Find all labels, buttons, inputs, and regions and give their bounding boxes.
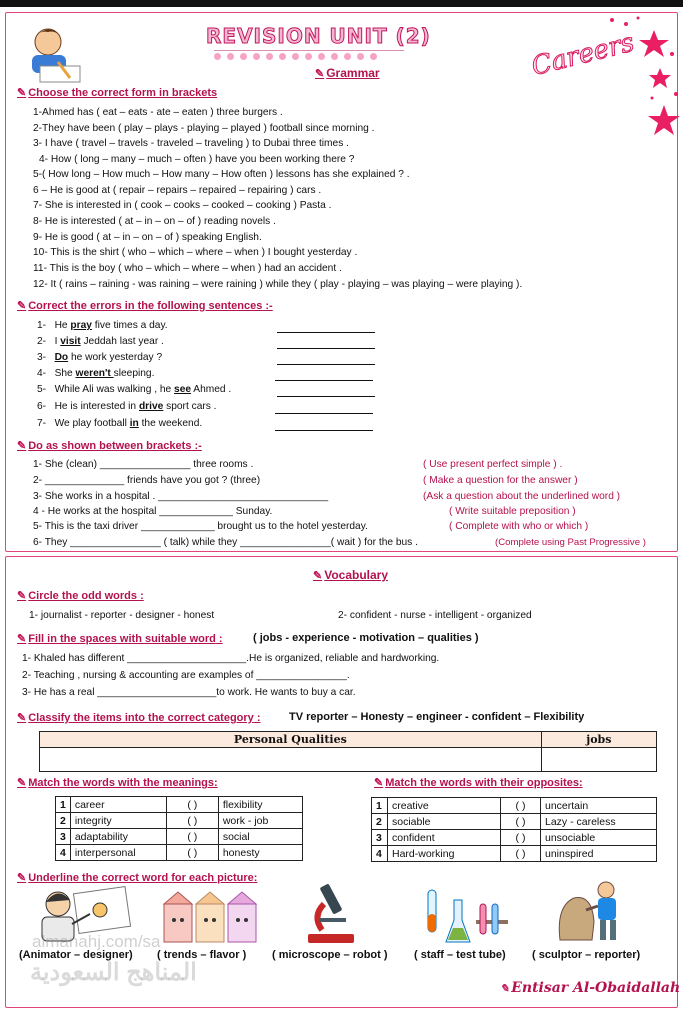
pencil-icon: ✎ <box>17 590 27 602</box>
q1-item: 2-They have been ( play – plays - playing – played ) football since morning . <box>33 123 375 134</box>
q3-item: 4 - He works at the hospital _____________ Sunday. <box>33 506 273 517</box>
answer-box[interactable]: ( ) <box>501 830 541 846</box>
fill-item: 2- Teaching , nursing & accounting are examples of ________________. <box>22 670 350 681</box>
q3-hint: (Ask a question about the underlined word ) <box>423 491 621 502</box>
pencil-icon: ✎ <box>17 633 27 645</box>
answer-box[interactable]: ( ) <box>166 797 218 813</box>
fill-item: 1- Khaled has different _____________________.He is organized, reliable and hardworking. <box>22 653 440 664</box>
pictures-heading: ✎ Underline the correct word for each picture: <box>17 872 258 884</box>
table-row: 4 Hard-working ( ) uninspired <box>372 846 657 862</box>
q1-item: 4- How ( long – many – much – often ) have you been working there ? <box>39 154 355 165</box>
q1-heading: ✎ Choose the correct form in brackets <box>17 87 218 99</box>
q1-item: 8- He is interested ( at – in – on – of ) reading novels . <box>33 216 276 227</box>
fill-word-bank: ( jobs - experience - motivation – qualities ) <box>253 632 479 644</box>
pencil-icon: ✎ <box>17 440 27 452</box>
pencil-icon: ✎ <box>17 777 27 789</box>
page-title: REVISION UNIT (2) <box>206 24 431 48</box>
answer-box[interactable]: ( ) <box>501 814 541 830</box>
q1-item: 1-Ahmed has ( eat – eats - ate – eaten ) three burgers . <box>33 107 283 118</box>
match-opposites-table <box>371 797 657 862</box>
watermark: almanahj.com/sa <box>32 932 161 951</box>
microscope-picture-icon <box>300 880 362 946</box>
pencil-icon: ✎ <box>17 87 27 99</box>
classify-cell[interactable] <box>541 748 656 772</box>
q1-item: 7- She is interested in ( cook – cooks – cooked – cooking ) Pasta . <box>33 200 332 211</box>
q1-item: 6 – He is good at ( repair – repairs – repaired – repairing ) cars . <box>33 185 322 196</box>
q3-item: 6- They ________________ ( talk) while they ________________( wait ) for the bus . <box>33 537 418 548</box>
q1-item: 5-( How long – How much – How many – How often ) lessons has she explained ? . <box>33 169 410 180</box>
q1-item: 11- This is the boy ( who – which – where – when ) had an accident . <box>33 263 342 274</box>
answer-blank[interactable] <box>275 422 373 431</box>
classify-heading: ✎ Classify the items into the correct category : <box>17 712 261 724</box>
table-row: 4 interpersonal ( ) honesty <box>56 845 303 861</box>
match-opposites-heading: ✎ Match the words with their opposites: <box>374 777 583 789</box>
q3-hint: ( Complete with who or which ) <box>449 521 589 532</box>
classify-table <box>39 731 657 772</box>
picture-caption: (Animator – designer) <box>19 949 133 961</box>
q3-item: 2- ______________ friends have you got ? (three) <box>33 475 261 486</box>
pencil-icon: ✎ <box>17 872 27 884</box>
answer-box[interactable]: ( ) <box>501 798 541 814</box>
answer-blank[interactable] <box>275 372 373 381</box>
classify-col-qualities: Personal Qualities <box>40 732 542 748</box>
match-meanings-table <box>55 796 303 861</box>
milk-cartons-picture-icon <box>160 890 262 946</box>
classify-cell[interactable] <box>40 748 542 772</box>
watermark-arabic: المناهج السعودية <box>30 959 197 986</box>
careers-heading: Careers <box>528 27 638 82</box>
stars-decoration-icon <box>592 10 682 140</box>
q2-item: 6- He is interested in drive sport cars . <box>37 401 217 412</box>
q2-item: 7- We play football in the weekend. <box>37 418 203 429</box>
odd-words-heading: ✎ Circle the odd words : <box>17 590 144 602</box>
student-writing-illustration <box>18 22 84 86</box>
decorative-garland <box>214 50 404 60</box>
table-row: 3 confident ( ) unsociable <box>372 830 657 846</box>
pencil-icon: ✎ <box>313 570 323 582</box>
pencil-icon: ✎ <box>17 712 27 724</box>
grammar-heading: ✎ Grammar <box>315 66 380 80</box>
picture-caption: ( trends – flavor ) <box>157 949 247 961</box>
sculptor-picture-icon <box>552 876 628 946</box>
q2-item: 1- He pray five times a day. <box>37 320 168 331</box>
table-row: 3 adaptability ( ) social <box>56 829 303 845</box>
answer-box[interactable]: ( ) <box>501 846 541 862</box>
q3-item: 3- She works in a hospital . ______________________________ <box>33 491 329 502</box>
answer-blank[interactable] <box>277 388 375 397</box>
table-row: 1 career ( ) flexibility <box>56 797 303 813</box>
table-row: 2 integrity ( ) work - job <box>56 813 303 829</box>
q2-item: 5- While Ali was walking , he see Ahmed . <box>37 384 232 395</box>
picture-caption: ( sculptor – reporter) <box>532 949 641 961</box>
pencil-icon: ✎ <box>315 68 325 80</box>
top-bar <box>0 0 683 7</box>
classify-col-jobs: jobs <box>541 732 656 748</box>
q3-item: 1- She (clean) ________________ three rooms . <box>33 459 254 470</box>
answer-blank[interactable] <box>275 405 373 414</box>
answer-blank[interactable] <box>277 340 375 349</box>
q3-heading: ✎ Do as shown between brackets :- <box>17 440 202 452</box>
pencil-icon: ✎ <box>17 300 27 312</box>
fill-heading: ✎ Fill in the spaces with suitable word : <box>17 633 223 645</box>
pencil-icon: ✎ <box>374 777 384 789</box>
q1-item: 10- This is the shirt ( who – which – where – when ) I bought yesterday . <box>33 247 358 258</box>
picture-caption: ( microscope – robot ) <box>272 949 388 961</box>
picture-caption: ( staff – test tube) <box>414 949 506 961</box>
vocabulary-heading: ✎ Vocabulary <box>313 568 389 582</box>
q1-item: 12- It ( rains – raining - was raining – were raining ) while they ( play - playing – was playing – were playing ). <box>33 279 523 290</box>
answer-blank[interactable] <box>277 324 375 333</box>
q3-hint: ( Write suitable preposition ) <box>449 506 576 517</box>
odd-words-item: 2- confident - nurse - intelligent - organized <box>338 610 532 621</box>
match-meanings-heading: ✎ Match the words with the meanings: <box>17 777 218 789</box>
answer-box[interactable]: ( ) <box>166 845 218 861</box>
answer-box[interactable]: ( ) <box>166 829 218 845</box>
q3-item: 5- This is the taxi driver _____________ brought us to the hotel yesterday. <box>33 521 368 532</box>
table-row: 1 creative ( ) uncertain <box>372 798 657 814</box>
q3-hint: (Complete using Past Progressive ) <box>495 537 646 548</box>
pencil-icon: ✎ <box>500 982 510 995</box>
answer-blank[interactable] <box>277 356 375 365</box>
answer-box[interactable]: ( ) <box>166 813 218 829</box>
q3-hint: ( Use present perfect simple ) . <box>423 459 563 470</box>
q2-item: 2- I visit Jeddah last year . <box>37 336 164 347</box>
q3-hint: ( Make a question for the answer ) <box>423 475 578 486</box>
q1-item: 3- I have ( travel – travels - traveled – traveling ) to Dubai three times . <box>33 138 349 149</box>
classify-word-bank: TV reporter – Honesty – engineer - confident – Flexibility <box>289 711 585 723</box>
author-signature: ✎ Entisar Al-Obaidallah <box>500 980 681 996</box>
q2-item: 3- Do he work yesterday ? <box>37 352 163 363</box>
q2-heading: ✎ Correct the errors in the following sentences :- <box>17 300 273 312</box>
q1-item: 9- He is good ( at – in – on – of ) speaking English. <box>33 232 262 243</box>
odd-words-item: 1- journalist - reporter - designer - honest <box>29 610 215 621</box>
q2-item: 4- She weren't sleeping. <box>37 368 155 379</box>
test-tubes-picture-icon <box>418 880 510 946</box>
table-row: 2 sociable ( ) Lazy - careless <box>372 814 657 830</box>
fill-item: 3- He has a real _____________________to work. He wants to buy a car. <box>22 687 356 698</box>
